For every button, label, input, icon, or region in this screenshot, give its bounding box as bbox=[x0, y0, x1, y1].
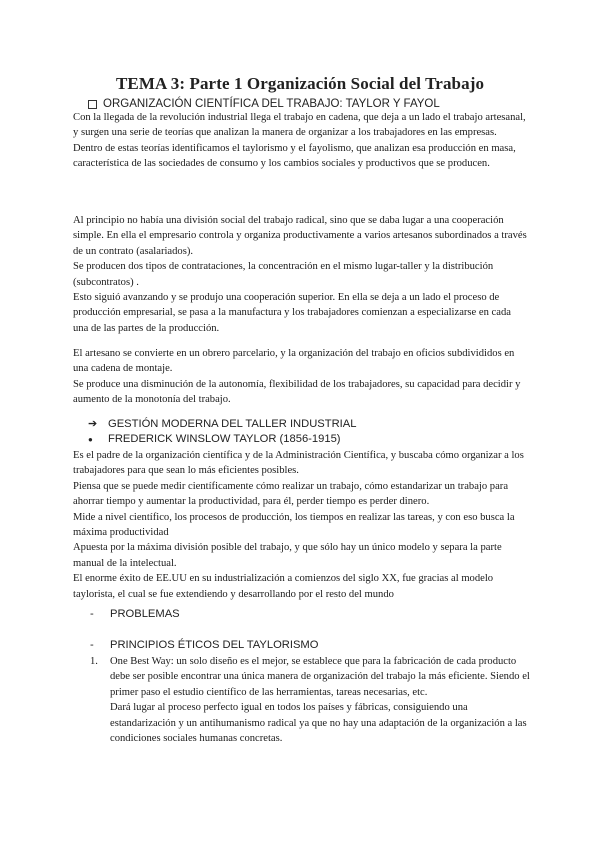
taylor-block bbox=[73, 448, 528, 602]
paragraph: Es el padre de la organización científica y de la Administración Científica, y buscaba cómo organizar a los trabajadores para que sean lo más eficientes posibles. bbox=[73, 450, 524, 477]
dash-item-label: PROBLEMAS bbox=[110, 608, 180, 620]
paragraph: Se producen dos tipos de contrataciones, la concentración en el mismo lugar-taller y la distribución (subcontratos) . bbox=[73, 261, 494, 288]
dash-list-item bbox=[90, 639, 318, 651]
paragraph: Esto siguió avanzando y se produjo una cooperación superior. En ella se deja a un lado el proceso de producción empresarial, se pasa a la manufactura y los trabajadores comienzan a especializarse en cada una de las partes de la producción. bbox=[73, 292, 511, 334]
bullet-list-item bbox=[88, 433, 341, 445]
paragraph: Piensa que se puede medir científicamente cómo realizar un trabajo, cómo estandarizar un trabajo para ahorrar tiempo y aumentar la productividad, para él, perder tiempo es perder dinero. bbox=[73, 480, 509, 508]
dash-marker: - bbox=[90, 608, 94, 620]
paragraph: Mide a nivel científico, los procesos de producción, los tiempos en realizar las tareas, y con eso busca la máxima productividad bbox=[73, 511, 515, 539]
paragraph: El artesano se convierte en un obrero parcelario, y la organización del trabajo en oficios subdivididos en una cadena de montaje. bbox=[73, 348, 515, 375]
intro-block bbox=[73, 110, 528, 172]
paragraph: El enorme éxito de EE.UU en su industrialización a comienzos del siglo XX, fue gracias al modelo taylorista, el cual se fue extendiendo y desarrollando por el resto del mundo bbox=[73, 573, 494, 600]
arrow-item-label: GESTIÓN MODERNA DEL TALLER INDUSTRIAL bbox=[108, 417, 357, 430]
bullet-icon: ● bbox=[88, 434, 93, 444]
paragraph: Dentro de estas teorías identificamos el taylorismo y el fayolismo, que analizan esa producción en masa, característica de las sociedades de consumo y los cambios sociales y productivos que se producen. bbox=[73, 142, 516, 170]
section-heading-label: ORGANIZACIÓN CIENTÍFICA DEL TRABAJO: TAYLOR Y FAYOL bbox=[103, 98, 440, 110]
dash-marker: - bbox=[90, 639, 94, 651]
page-title: TEMA 3: Parte 1 Organización Social del Trabajo bbox=[115, 74, 485, 93]
paragraph: One Best Way: un solo diseño es el mejor, se establece que para la fabricación de cada producto debe ser posible encontrar una única manera de organización del trabajo la más eficiente. Siendo el primer paso el estudio científico de las herramientas, tareas necesarias, etc. bbox=[110, 656, 530, 698]
list-number: 1. bbox=[90, 656, 98, 667]
checkbox-icon bbox=[88, 100, 97, 109]
paragraph: Con la llegada de la revolución industrial llega el trabajo en cadena, que deja a un lado el trabajo artesanal, y surgen una serie de teorías que analizan la manera de organizar a los trabajadores en las empresas. bbox=[73, 112, 526, 139]
dash-item-label: PRINCIPIOS ÉTICOS DEL TAYLORISMO bbox=[110, 639, 319, 651]
arrow-icon: ➔ bbox=[88, 418, 98, 430]
arrow-list-item bbox=[88, 417, 356, 430]
paragraph: Se produce una disminución de la autonomía, flexibilidad de los trabajadores, su capacidad para decidir y aumento de la monotonía del trabajo. bbox=[73, 378, 521, 406]
section-heading bbox=[88, 98, 440, 110]
paragraph: Dará lugar al proceso perfecto igual en todos los países y fábricas, consiguiendo una estandarización y un antihumanismo radical ya que no hay una adaptación de la organización a las condiciones sociales humanas concretas. bbox=[110, 702, 527, 745]
dash-list-item bbox=[90, 608, 180, 620]
list-item-content bbox=[110, 654, 530, 746]
artisan-block bbox=[73, 346, 528, 408]
cooperation-block bbox=[73, 213, 528, 336]
paragraph: Apuesta por la máxima división posible del trabajo, y que sólo hay un único modelo y separa la parte manual de la intelectual. bbox=[73, 542, 502, 569]
bullet-item-label: FREDERICK WINSLOW TAYLOR (1856-1915) bbox=[108, 433, 341, 445]
paragraph: Al principio no había una división social del trabajo radical, sino que se daba lugar a una cooperación simple. En ella el empresario controla y organiza productivamente a varios artesanos subordinados a través de un contrato (asalariados). bbox=[73, 215, 527, 257]
